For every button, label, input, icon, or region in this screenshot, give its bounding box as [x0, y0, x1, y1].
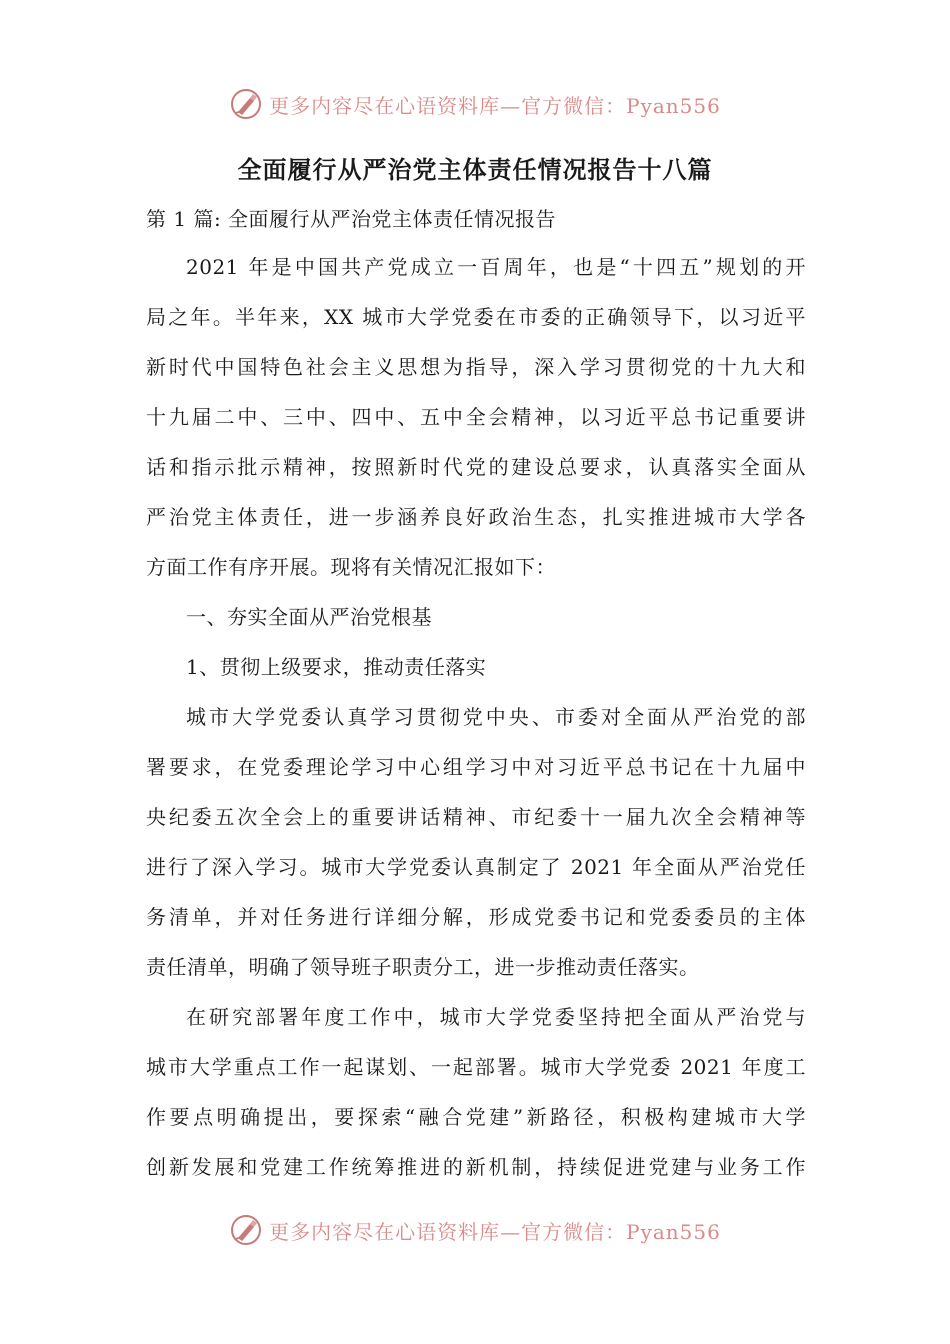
paragraph-line: 在研究部署年度工作中，城市大学党委坚持把全面从严治党与	[186, 1005, 806, 1029]
paragraph-line: 责任清单，明确了领导班子职责分工，进一步推动责任落实。	[146, 955, 700, 979]
paragraph-line: 方面工作有序开展。现将有关情况汇报如下：	[146, 555, 556, 579]
paragraph-line: 署要求，在党委理论学习中心组学习中对习近平总书记在十九届中	[146, 755, 806, 779]
paragraph-line: 城市大学重点工作一起谋划、一起部署。城市大学党委 2021 年度工	[146, 1055, 806, 1079]
footer-watermark	[0, 1210, 950, 1250]
paragraph-line: 务清单，并对任务进行详细分解，形成党委书记和党委委员的主体	[146, 905, 806, 929]
watermark-text: 更多内容尽在心语资料库—官方微信：Pyan556	[269, 1219, 721, 1244]
paragraph-line: 作要点明确提出，要探索“融合党建”新路径，积极构建城市大学	[146, 1105, 806, 1129]
paragraph-line: 十九届二中、三中、四中、五中全会精神，以习近平总书记重要讲	[146, 405, 806, 429]
document-body	[146, 196, 806, 1192]
paragraph-line: 创新发展和党建工作统筹推进的新机制，持续促进党建与业务工作	[146, 1155, 806, 1179]
subsection-heading: 1、贯彻上级要求，推动责任落实	[186, 655, 487, 679]
watermark-group	[229, 87, 721, 121]
paragraph-line: 2021 年是中国共产党成立一百周年，也是“十四五”规划的开	[186, 255, 806, 279]
paragraph-line: 央纪委五次全会上的重要讲话精神、市纪委十一届九次全会精神等	[146, 805, 806, 829]
paragraph-line: 严治党主体责任，进一步涵养良好政治生态，扎实推进城市大学各	[146, 505, 806, 529]
paragraph-line: 局之年。半年来，XX 城市大学党委在市委的正确领导下，以习近平	[146, 305, 806, 329]
paragraph-line: 话和指示批示精神，按照新时代党的建设总要求，认真落实全面从	[146, 455, 806, 479]
watermark-group	[229, 1213, 721, 1247]
watermark-text: 更多内容尽在心语资料库—官方微信：Pyan556	[269, 93, 721, 118]
section-heading: 一、夯实全面从严治党根基	[186, 605, 432, 629]
pen-nib-circle-icon	[229, 87, 263, 121]
paragraph-line: 城市大学党委认真学习贯彻党中央、市委对全面从严治党的部	[186, 705, 806, 729]
paragraph-line: 进行了深入学习。城市大学党委认真制定了 2021 年全面从严治党任	[146, 855, 806, 879]
header-watermark	[0, 84, 950, 124]
chapter-heading: 第 1 篇: 全面履行从严治党主体责任情况报告	[146, 207, 557, 231]
document-title: 全面履行从严治党主体责任情况报告十八篇	[237, 156, 713, 184]
pen-nib-circle-icon	[229, 1213, 263, 1247]
paragraph-line: 新时代中国特色社会主义思想为指导，深入学习贯彻党的十九大和	[146, 355, 806, 379]
